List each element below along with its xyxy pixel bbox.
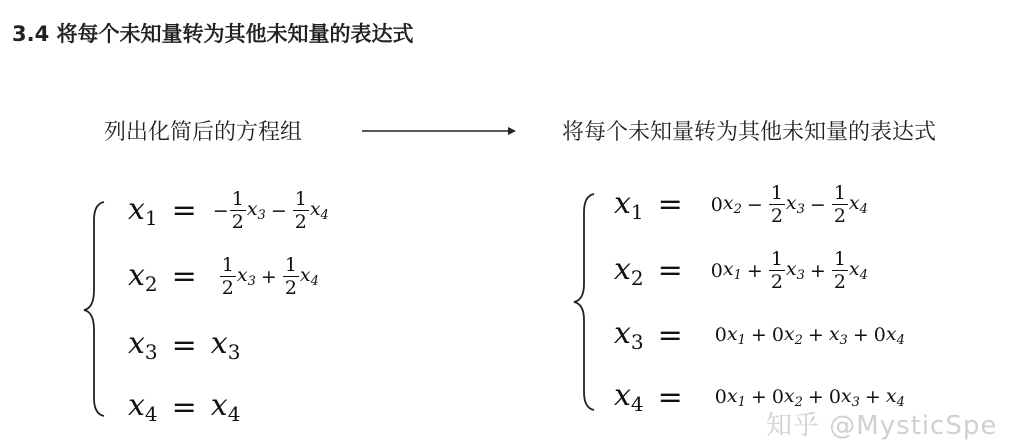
right-label: 将每个未知量转为其他未知量的表达式 [562,120,937,145]
fraction: $\frac{1}{2}$ [770,248,783,293]
right-arrow-icon [362,124,518,138]
right-eq-x1: $x_1$ = 0 $x_2$ − $\frac{1}{2}$ $x_3$ − $\frac{1}{2}$ $x_4$ [614,182,868,227]
right-brace-icon [570,192,600,414]
left-eq-x1: $x_1$ = − $\frac{1}{2}$ $x_3$ − $\frac{1}{2}$ $x_4$ [128,188,329,233]
left-label: 列出化简后的方程组 [104,120,303,145]
left-eq-x4: $x_4$ = $x_4$ [128,388,241,426]
right-eq-x4: $x_4$ = 0 $x_1$ + 0 $x_2$ + 0 $x_3$ + $x_4$ [614,378,905,416]
fraction: $\frac{1}{2}$ [221,254,234,299]
fraction: $\frac{1}{2}$ [770,182,783,227]
right-eq-x2: $x_2$ = 0 $x_1$ + $\frac{1}{2}$ $x_3$ + $\frac{1}{2}$ $x_4$ [614,248,868,293]
left-eq-x3: $x_3$ = $x_3$ [128,326,241,364]
left-eq-x2: $x_2$ = $\frac{1}{2}$ $x_3$ + $\frac{1}{2}$ $x_4$ [128,254,319,299]
fraction: $\frac{1}{2}$ [231,188,244,233]
right-eq-x3: $x_3$ = 0 $x_1$ + 0 $x_2$ + $x_3$ + 0 $x_4$ [614,316,905,354]
watermark: 知乎 @MysticSpe [766,411,998,441]
left-brace-icon [80,200,110,420]
fraction: $\frac{1}{2}$ [294,188,307,233]
fraction: $\frac{1}{2}$ [284,254,297,299]
fraction: $\frac{1}{2}$ [833,248,846,293]
section-heading: 3.4 将每个未知量转为其他未知量的表达式 [12,22,414,46]
fraction: $\frac{1}{2}$ [833,182,846,227]
